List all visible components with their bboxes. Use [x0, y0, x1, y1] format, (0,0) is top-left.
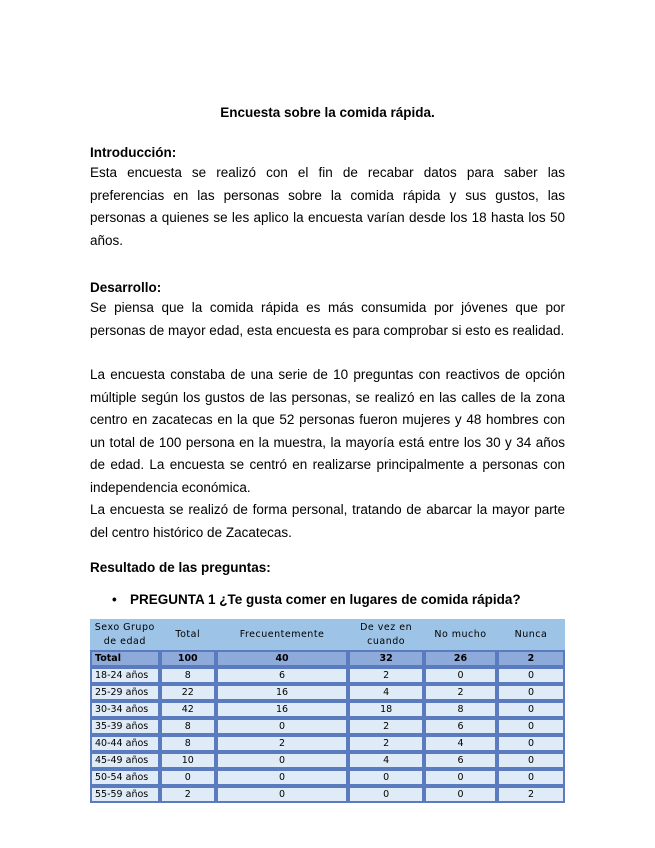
table-cell: 32 [348, 650, 424, 667]
table-cell: 26 [424, 650, 497, 667]
table-cell: 18-24 años [90, 667, 160, 684]
table-header-row [90, 619, 565, 650]
table-cell: 8 [160, 718, 216, 735]
question-1 [112, 591, 565, 609]
table-cell: 6 [216, 667, 348, 684]
table-cell: 0 [348, 769, 424, 786]
table-cell: 100 [160, 650, 216, 667]
resultados-heading: Resultado de las preguntas: [90, 560, 271, 575]
table-body [90, 650, 565, 803]
table-cell: 16 [216, 701, 348, 718]
question-1-text: PREGUNTA 1 ¿Te gusta comer en lugares de comida rápida? [130, 592, 521, 607]
table-cell: 2 [216, 735, 348, 752]
table-total-row [90, 650, 565, 667]
intro-heading: Introducción: [90, 145, 177, 160]
header-cell: Frecuentemente [216, 619, 348, 650]
table-cell: 2 [497, 786, 565, 803]
table-cell: 0 [424, 769, 497, 786]
table-cell: 22 [160, 684, 216, 701]
table-cell: 0 [497, 718, 565, 735]
table-cell: 0 [497, 752, 565, 769]
table-cell: 35-39 años [90, 718, 160, 735]
table-cell: 30-34 años [90, 701, 160, 718]
intro-text: Esta encuesta se realizó con el fin de recabar datos para saber las preferencias en las personas sobre la comida rápida y sus gustos, las personas a quienes se les aplico la encuesta varían desde los 18 hasta los 50 años. [90, 165, 565, 248]
table-cell: 0 [424, 786, 497, 803]
table-cell: 16 [216, 684, 348, 701]
table-cell: 0 [497, 701, 565, 718]
table-cell: 8 [160, 735, 216, 752]
table-cell: 0 [497, 769, 565, 786]
table-cell: 2 [497, 650, 565, 667]
table-cell: 18 [348, 701, 424, 718]
results-table [90, 619, 565, 803]
table-cell: 8 [160, 667, 216, 684]
table-row [90, 718, 565, 735]
document-body [90, 144, 565, 803]
table-cell: 4 [424, 735, 497, 752]
table-cell: 40-44 años [90, 735, 160, 752]
table-cell: 25-29 años [90, 684, 160, 701]
table-row [90, 752, 565, 769]
table-cell: 0 [497, 667, 565, 684]
table-cell: 0 [216, 786, 348, 803]
header-cell: Sexo Grupo de edad [90, 619, 160, 650]
document-title: Encuesta sobre la comida rápida. [220, 105, 435, 120]
table-cell: 0 [216, 752, 348, 769]
table-cell: 2 [348, 718, 424, 735]
table-cell: 4 [348, 684, 424, 701]
table-cell: Total [90, 650, 160, 667]
table-row [90, 684, 565, 701]
header-cell: De vez en cuando [348, 619, 424, 650]
table-cell: 2 [348, 667, 424, 684]
desarrollo-p2: La encuesta constaba de una serie de 10 preguntas con reactivos de opción múltiple según los gustos de las personas, se realizó en las calles de la zona centro en zacatecas en la que 52 personas fueron mujeres y 48 hombres con un total de 100 persona en la muestra, la mayoría está entre los 30 y 34 años de edad. La encuesta se centró en realizarse principalmente a personas con independencia económica. [90, 367, 565, 495]
table-cell: 0 [348, 786, 424, 803]
table-cell: 0 [497, 684, 565, 701]
desarrollo-heading: Desarrollo: [90, 280, 162, 295]
table-cell: 0 [216, 769, 348, 786]
header-cell: No mucho [424, 619, 497, 650]
table-cell: 45-49 años [90, 752, 160, 769]
header-cell: Total [160, 619, 216, 650]
table-row [90, 701, 565, 718]
table-row [90, 667, 565, 684]
table-cell: 0 [216, 718, 348, 735]
table-cell: 50-54 años [90, 769, 160, 786]
table-cell: 2 [348, 735, 424, 752]
table-cell: 4 [348, 752, 424, 769]
table-cell: 42 [160, 701, 216, 718]
table-cell: 6 [424, 718, 497, 735]
header-cell: Nunca [497, 619, 565, 650]
table-cell: 10 [160, 752, 216, 769]
table-cell: 6 [424, 752, 497, 769]
table-cell: 2 [424, 684, 497, 701]
table-cell: 55-59 años [90, 786, 160, 803]
desarrollo-p3: La encuesta se realizó de forma personal, tratando de abarcar la mayor parte del centro histórico de Zacatecas. [90, 502, 565, 540]
table-cell: 2 [160, 786, 216, 803]
bullet-icon: • [112, 592, 117, 607]
table-cell: 40 [216, 650, 348, 667]
table-row [90, 786, 565, 803]
table-cell: 8 [424, 701, 497, 718]
table-cell: 0 [160, 769, 216, 786]
desarrollo-p1: Se piensa que la comida rápida es más consumida por jóvenes que por personas de mayor edad, esta encuesta es para comprobar si esto es realidad. [90, 300, 565, 338]
table-cell: 0 [424, 667, 497, 684]
table-cell: 0 [497, 735, 565, 752]
table-row [90, 769, 565, 786]
table-row [90, 735, 565, 752]
